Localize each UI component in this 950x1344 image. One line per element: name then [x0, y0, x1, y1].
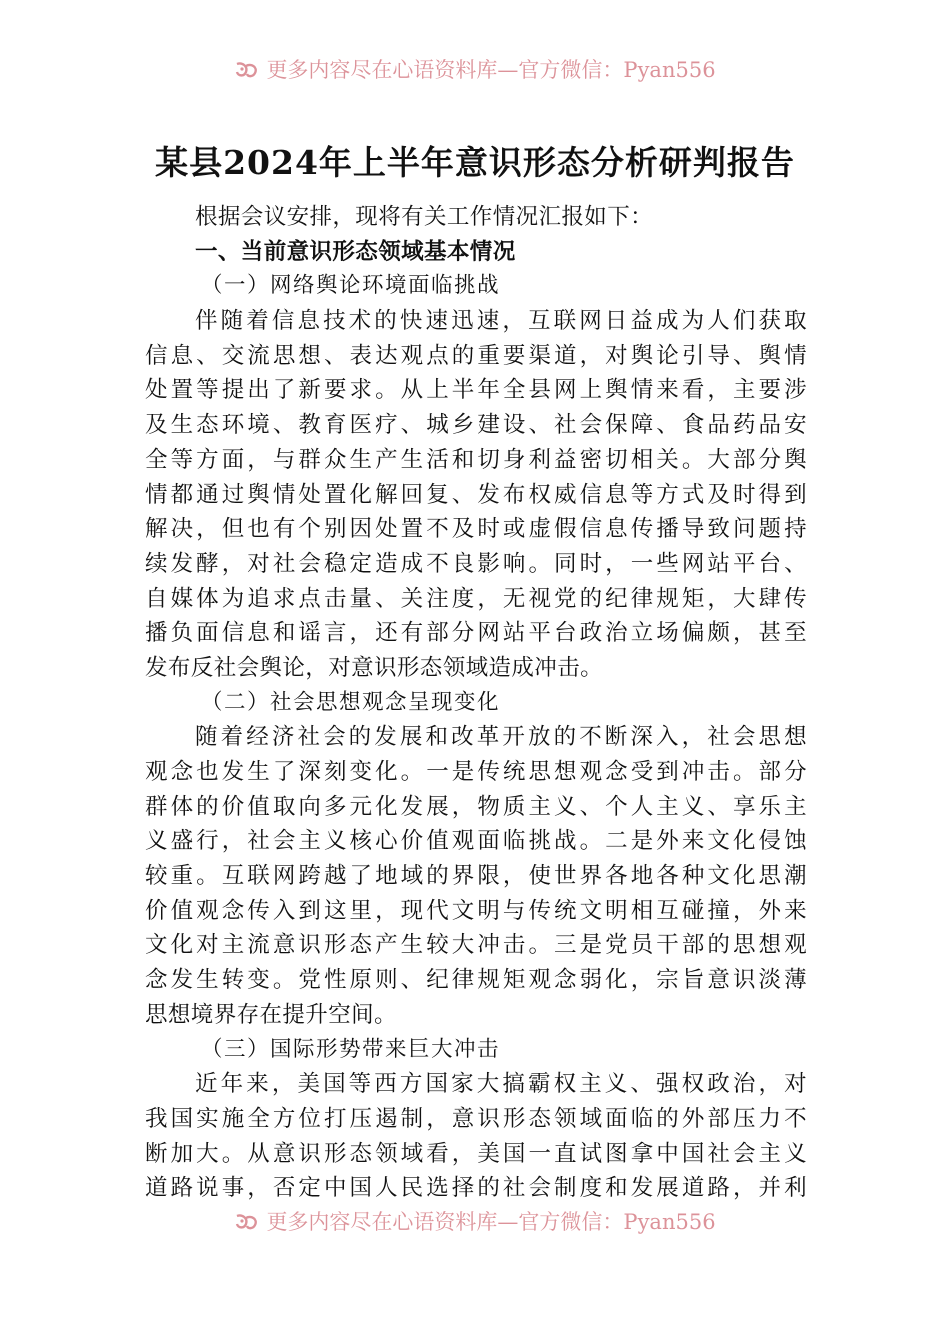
- paragraph-line: 义盛行，社会主义核心价值观面临挑战。二是外来文化侵蚀: [145, 828, 807, 855]
- section-heading: 一、当前意识形态领域基本情况: [195, 238, 516, 265]
- document-body: [145, 200, 807, 1206]
- paragraph-line: 念发生转变。党性原则、纪律规矩观念弱化，宗旨意识淡薄: [145, 967, 807, 994]
- intro-paragraph: 根据会议安排，现将有关工作情况汇报如下：: [195, 204, 654, 230]
- subsection-heading: （一）网络舆论环境面临挑战: [201, 273, 501, 299]
- paragraph-line: 文化对主流意识形态产生较大冲击。三是党员干部的思想观: [145, 932, 807, 959]
- watermark-logo-icon: [234, 1212, 260, 1232]
- watermark-bottom: [0, 1206, 950, 1234]
- watermark-text: 更多内容尽在心语资料库—官方微信：Pyan556: [266, 1210, 716, 1234]
- subsection-heading: （二）社会思想观念呈现变化: [201, 689, 501, 715]
- paragraph-line: 较重。互联网跨越了地域的界限，使世界各地各种文化思潮: [145, 863, 807, 890]
- paragraph-line: 道路说事，否定中国人民选择的社会制度和发展道路，并利: [145, 1175, 807, 1202]
- paragraph-line: 解决，但也有个别因处置不及时或虚假信息传播导致问题持: [145, 516, 807, 543]
- subsection-heading: （三）国际形势带来巨大冲击: [201, 1036, 501, 1062]
- watermark-text: 更多内容尽在心语资料库—官方微信：Pyan556: [266, 58, 716, 82]
- paragraph-line: 伴随着信息技术的快速迅速，互联网日益成为人们获取: [195, 308, 807, 335]
- watermark-logo-icon: [234, 60, 260, 80]
- watermark-top: [0, 54, 950, 82]
- paragraph-line: 随着经济社会的发展和改革开放的不断深入，社会思想: [195, 724, 807, 751]
- paragraph-line: 处置等提出了新要求。从上半年全县网上舆情来看，主要涉: [145, 377, 807, 404]
- paragraph-line: 自媒体为追求点击量、关注度，无视党的纪律规矩，大肆传: [145, 585, 807, 612]
- paragraph-line: 续发酵，对社会稳定造成不良影响。同时，一些网站平台、: [145, 550, 807, 577]
- paragraph-line: 近年来，美国等西方国家大搞霸权主义、强权政治，对: [195, 1071, 807, 1098]
- paragraph-line: 信息、交流思想、表达观点的重要渠道，对舆论引导、舆情: [145, 342, 807, 369]
- paragraph-line: 全等方面，与群众生产生活和切身利益密切相关。大部分舆: [145, 446, 807, 473]
- paragraph-line: 播负面信息和谣言，还有部分网站平台政治立场偏颇，甚至: [145, 620, 807, 647]
- paragraph-line: 发布反社会舆论，对意识形态领域造成冲击。: [145, 654, 604, 681]
- paragraph-line: 思想境界存在提升空间。: [145, 1001, 397, 1028]
- paragraph-line: 我国实施全方位打压遏制，意识形态领域面临的外部压力不: [145, 1105, 807, 1132]
- paragraph-line: 断加大。从意识形态领域看，美国一直试图拿中国社会主义: [145, 1140, 807, 1167]
- paragraph-line: 情都通过舆情处置化解回复、发布权威信息等方式及时得到: [145, 481, 807, 508]
- document-title: 某县2024年上半年意识形态分析研判报告: [155, 143, 795, 182]
- paragraph-line: 价值观念传入到这里，现代文明与传统文明相互碰撞，外来: [145, 897, 807, 924]
- paragraph-line: 观念也发生了深刻变化。一是传统思想观念受到冲击。部分: [145, 759, 807, 785]
- paragraph-line: 及生态环境、教育医疗、城乡建设、社会保障、食品药品安: [145, 412, 807, 439]
- paragraph-line: 群体的价值取向多元化发展，物质主义、个人主义、享乐主: [145, 793, 807, 820]
